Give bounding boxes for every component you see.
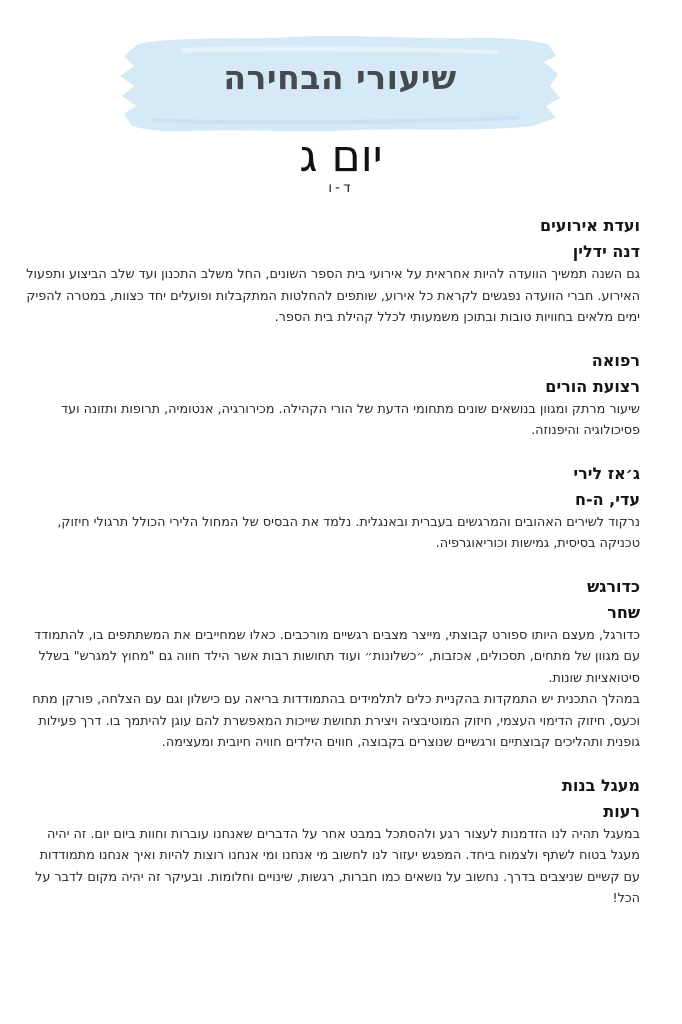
section-teacher: דנה ידלין: [572, 242, 640, 261]
section-events-committee: [20, 214, 640, 329]
section-description: במעגל תהיה לנו הזדמנות לעצור רגע ולהסתכל במבט אחר על הדברים שאנחנו עוברות וחוות ביום יום. זה יהיה מעגל בטוח לשתף ולצמוח ביחד. המפגש יעזור לנו לחשוב מי אנחנו ומי אנחנו רוצות להיות ואיך אנחנו מתמודדות עם קשיים שניצבים בדרך. נחשוב על נושאים כמו חברות, רגשות, שינויים וחלומות. ובעיקר זה יהיה מקום לדבר על הכל!: [35, 826, 640, 906]
section-title: ג׳אז לירי: [573, 463, 640, 483]
section-description: גם השנה תמשיך הוועדה להיות אחראית על אירועי בית הספר השונים, החל משלב התכנון ועד שלב הביצוע ותפעול האירוע. חברי הוועדה נפגשים לקראת כל אירוע, שותפים להחלטות המתקבלות ופועלים יחד כצוות, במטרה להפיק ימים מלאים בחוויות טובות ובתוכן משמעותי לכלל קהילת בית הספר.: [26, 267, 640, 325]
section-teacher: רצועת הורים: [545, 376, 640, 396]
section-description: כדורגל, מעצם היותו ספורט קבוצתי, מייצר מצבים רגשיים מורכבים. כאלו שמחייבים את המשתתפים בו, להתמודד עם מגוון של מתחים, תסכולים, אכזבות, ״כשלונות״ ועוד תחושות רבות אשר הילד חווה גם "מחוץ למגרש" בשלל סיטואציות שונות.: [34, 627, 640, 686]
sections-list: [20, 214, 640, 930]
section-medicine: [20, 349, 640, 442]
section-lyrical-jazz: [20, 462, 640, 555]
section-title: רפואה: [591, 350, 640, 370]
section-description: נרקוד לשירים האהובים והמרגשים בעברית ובאנגלית. נלמד את הבסיס של המחול הלירי הכולל תרגולי חיזוק, טכניקה בסיסית, גמישות וכוריאוגרפיה.: [57, 514, 640, 551]
section-teacher: עדי, ה-ח: [574, 489, 640, 509]
section-teacher: שחר: [607, 602, 640, 622]
day-heading: יום ג: [299, 131, 383, 182]
grades-range: ד-ו: [328, 180, 354, 196]
section-description: שיעור מרתק ומגוון בנושאים שונים מתחומי הדעת של הורי הקהילה. מכירורגיה, אנטומיה, תרופות ותזונה ועד פסיכולוגיה והיפנוזה.: [61, 401, 640, 438]
section-title: כדורגש: [587, 576, 640, 596]
page-title: שיעורי הבחירה: [223, 58, 457, 97]
section-description-continued: במהלך התכנית יש התמקדות בהקניית כלים לתלמידים בהתמודדות בריאה עם כישלון וגם עם הצלחה, פורקן מתח וכעס, חיזוק הדימוי העצמי, חיזוק המוטיבציה ויצירת תחושת שייכות המאפשרת להם עוגן להיתמך בו. דרך פעילות גופנית ותהליכים קבוצתיים ורגשיים שנוצרים בקבוצה, חווים הילדים חוויה חיובית ומעצימה.: [32, 692, 640, 750]
section-title: מעגל בנות: [561, 775, 640, 795]
section-teacher: רעות: [603, 801, 640, 821]
section-title: ועדת אירועים: [539, 216, 640, 235]
section-football-emotion: [20, 575, 640, 754]
section-girls-circle: [20, 774, 640, 910]
header-banner: [120, 34, 560, 134]
